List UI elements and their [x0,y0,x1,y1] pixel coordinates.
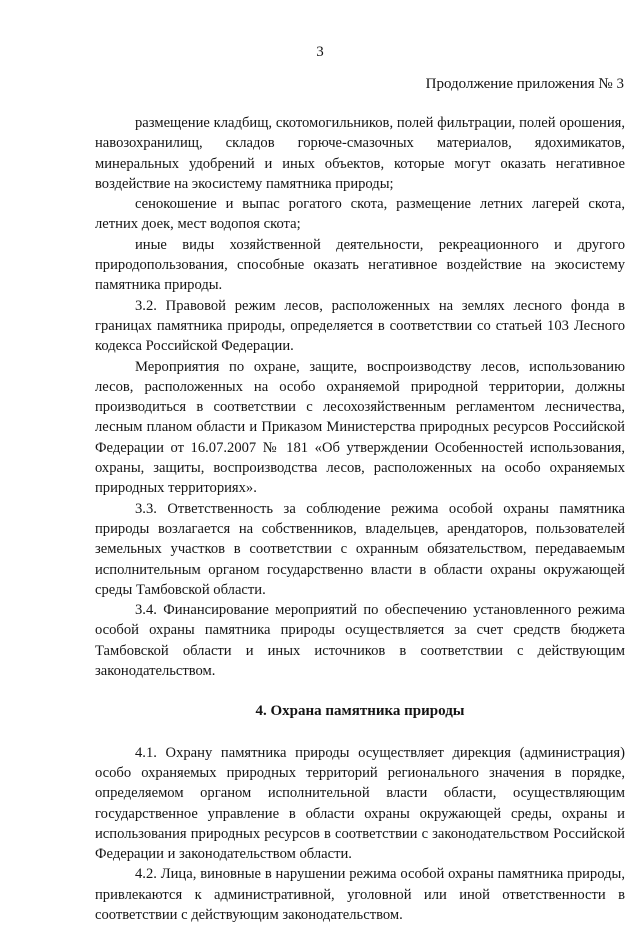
paragraph: сенокошение и выпас рогатого скота, размещение летних лагерей скота, летних доек, мест водопоя скота; [95,196,625,233]
appendix-continuation-label: Продолжение приложения № 3 [425,76,624,92]
paragraph: размещение кладбищ, скотомогильников, полей фильтрации, полей орошения, навозохранилищ, складов горюче-смазочных материалов, ядохимикатов, минеральных удобрений и иных объектов, которые могут оказать негативное воздействие на экосистему памятника природы; [95,115,625,192]
document-body [95,113,625,925]
paragraph: 4.2. Лица, виновные в нарушении режима особой охраны памятника природы, привлекаются к административной, уголовной или иной ответственности в соответствии с действующим законодательством. [95,866,625,923]
page-number: 3 [316,44,324,60]
paragraph: Мероприятия по охране, защите, воспроизводству лесов, использованию лесов, расположенных на особо охраняемой природной территории, должны производиться в соответствии с лесохозяйственным регламентом лесничества, лесным планом области и Приказом Министерства природных ресурсов Российской Федерации от 16.07.2007 № 181 «Об утверждении Особенностей использования, охраны, защиты, воспроизводства лесов, расположенных на особо охраняемых природных территориях». [95,358,625,497]
paragraph: 4.1. Охрану памятника природы осуществляет дирекция (администрация) особо охраняемых природных территорий регионального значения в порядке, определяемом органом исполнительной власти области, осуществляющим государственное управление в области охраны окружающей среды, охраны и использования природных ресурсов в соответствии с законодательством Российской Федерации и законодательством области. [95,744,625,863]
paragraph: иные виды хозяйственной деятельности, рекреационного и другого природопользования, способные оказать негативное воздействие на экосистему памятника природы. [95,236,625,294]
paragraph: 3.2. Правовой режим лесов, расположенных на землях лесного фонда в границах памятника природы, определяется в соответствии со статьей 103 Лесного кодекса Российской Федерации. [95,297,625,355]
paragraph: 3.4. Финансирование мероприятий по обеспечению установленного режима особой охраны памятника природы осуществляется за счет средств бюджета Тамбовской области и иных источников в соответствии с действующим законодательством. [95,602,625,680]
paragraph: 3.3. Ответственность за соблюдение режима особой охраны памятника природы возлагается на собственников, владельцев, арендаторов, пользователей земельных участков в соответствии с охранным обязательством, передаваемым исполнительным органом государственно власти в области охраны окружающей среды Тамбовской области. [95,500,625,598]
section-title: 4. Охрана памятника природы [255,703,465,720]
